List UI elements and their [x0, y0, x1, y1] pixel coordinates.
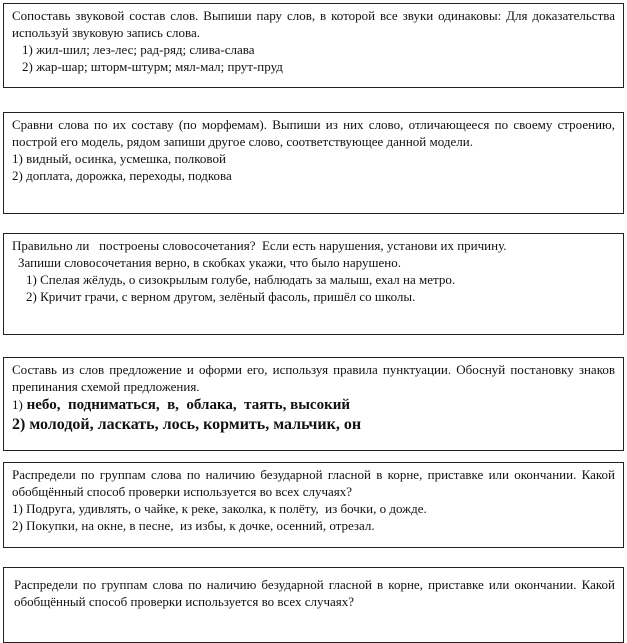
task-card-2: [3, 112, 624, 214]
task-4-instructions: Составь из слов предложение и оформи его, используя правила пунктуации. Обоснуй постановку знаков препинания схемой предложения.: [12, 362, 619, 394]
task-1-item-1: 1) жил-шил; лез-лес; рад-ряд; слива-слава: [22, 42, 255, 57]
task-4-item-1: [12, 395, 615, 415]
task-3-subinstructions: Запиши словосочетания верно, в скобках укажи, что было нарушено.: [18, 255, 401, 270]
task-3-instructions: Правильно ли построены словосочетания? Если есть нарушения, установи их причину.: [12, 238, 507, 253]
task-6-instructions: Распредели по группам слова по наличию безударной гласной в корне, приставке или окончании. Какой обобщённый способ проверки используется во всех случаях?: [14, 577, 619, 609]
task-4-item-2: 2) молодой, ласкать, лось, кормить, мальчик, он: [12, 416, 362, 433]
task-2-instructions: Сравни слова по их составу (по морфемам). Выпиши из них слово, отличающееся по своему строению, построй его модель, рядом запиши другое слово, соответствующее данной модели.: [12, 117, 619, 149]
task-1-item-2: 2) жар-шар; шторм-штурм; мял-мал; прут-пруд: [22, 59, 283, 74]
task-3-item-1: 1) Спелая жёлудь, о сизокрылым голубе, наблюдать за малыш, ехал на метро.: [26, 272, 456, 287]
task-card-3: [3, 233, 624, 335]
task-card-6: [3, 567, 624, 643]
task-3-item-2: 2) Кричит грачи, с верном другом, зелёный фасоль, пришёл со школы.: [26, 289, 416, 304]
task-card-5: [3, 462, 624, 548]
task-4-item-1-number: 1): [12, 397, 23, 412]
task-card-4: [3, 357, 624, 451]
task-2-item-1: 1) видный, осинка, усмешка, полковой: [12, 151, 226, 166]
task-5-item-1: 1) Подруга, удивлять, о чайке, к реке, заколка, к полёту, из бочки, о дожде.: [12, 501, 427, 516]
task-2-item-2: 2) доплата, дорожка, переходы, подкова: [12, 168, 232, 183]
task-4-item-1-words: небо, подниматься, в, облака, таять, высокий: [26, 397, 351, 413]
task-card-1: [3, 3, 624, 88]
task-5-item-2: 2) Покупки, на окне, в песне, из избы, к дочке, осенний, отрезал.: [12, 518, 375, 533]
task-1-instructions: Сопоставь звуковой состав слов. Выпиши пару слов, в которой все звуки одинаковы: Для доказательства используй звуковую запись слова.: [12, 8, 619, 40]
task-5-instructions: Распредели по группам слова по наличию безударной гласной в корне, приставке или окончании. Какой обобщённый способ проверки используется во всех случаях?: [12, 467, 619, 499]
